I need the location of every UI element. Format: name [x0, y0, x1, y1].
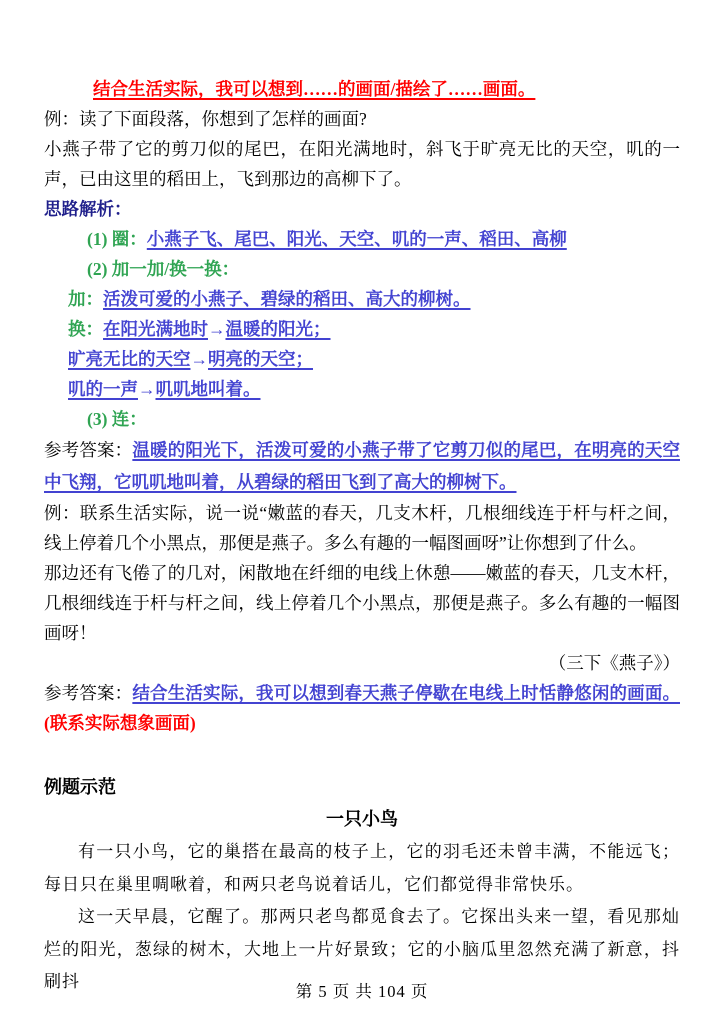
step2-label: (2) 加一加/换一换：	[87, 259, 240, 279]
swap-label: 换：	[68, 319, 103, 339]
arrow-glyph: →	[138, 379, 156, 399]
add-label: 加：	[68, 289, 103, 309]
answer2-note: (联系实际想象画面)	[44, 713, 196, 733]
arrow-glyph: →	[190, 349, 208, 369]
swap-line-1	[44, 314, 680, 344]
reference-answer-1	[44, 434, 680, 498]
swap-line-2	[44, 344, 680, 374]
answer2-text: 结合生活实际，我可以想到春天燕子停歇在电线上时恬静悠闲的画面。	[132, 683, 680, 703]
swap-line-3	[44, 374, 680, 404]
source-citation: （三下《燕子》）	[548, 653, 680, 673]
analysis-heading: 思路解析：	[44, 199, 132, 219]
example-prompt-2: 例：联系生活实际，说一说“嫩蓝的春天，几支木杆，几根细线连于杆与杆之间，线上停着几个小黑点，那便是燕子。多么有趣的一幅图画呀”让你想到了什么。	[44, 503, 680, 553]
key-formula-line	[44, 74, 680, 104]
swap1-to: 温暖的阳光；	[225, 319, 331, 339]
swap3-from: 叽的一声	[68, 379, 138, 399]
story-title: 一只小鸟	[326, 809, 398, 829]
page-footer: 第 5 页 共 104 页	[295, 982, 429, 1001]
key-formula-text: 结合生活实际，我可以想到……的画面/描绘了……画面。	[93, 79, 536, 99]
arrow-glyph: →	[208, 319, 226, 339]
step1-label: (1) 圈：	[87, 229, 147, 249]
swap2-to: 明亮的天空；	[208, 349, 313, 369]
add-content: 活泼可爱的小燕子、碧绿的稻田、高大的柳树。	[103, 289, 471, 309]
example-passage-1: 小燕子带了它的剪刀似的尾巴，在阳光满地时，斜飞于旷亮无比的天空，叽的一声，已由这里的稻田上，飞到那边的高柳下了。	[44, 139, 680, 189]
add-line	[44, 284, 680, 314]
story-paragraph-1: 有一只小鸟，它的巢搭在最高的枝子上，它的羽毛还未曾丰满，不能远飞；每日只在巢里啁啾着，和两只老鸟说着话儿，它们都觉得非常快乐。	[44, 842, 680, 894]
answer1-text: 温暖的阳光下，活泼可爱的小燕子带了它剪刀似的尾巴，在明亮的天空中飞翔，它叽叽地叫着，从碧绿的稻田飞到了高大的柳树下。	[44, 440, 680, 492]
example-prompt-1: 例：读了下面段落，你想到了怎样的画面?	[44, 109, 367, 129]
swap1-from: 在阳光满地时	[103, 319, 208, 339]
answer1-label: 参考答案：	[44, 440, 133, 460]
answer2-label: 参考答案：	[44, 683, 133, 703]
step1-content: 小燕子飞、尾巴、阳光、天空、叽的一声、稻田、高柳	[146, 229, 567, 249]
section-heading-demo: 例题示范	[44, 777, 116, 797]
analysis-step-circle	[44, 224, 680, 254]
swap2-from: 旷亮无比的天空	[68, 349, 191, 369]
step3-label: (3) 连：	[87, 409, 147, 429]
example-passage-2: 那边还有飞倦了的几对，闲散地在纤细的电线上休憩——嫩蓝的春天，几支木杆，几根细线连于杆与杆之间，线上停着几个小黑点，那便是燕子。多么有趣的一幅图画呀！	[44, 563, 680, 643]
analysis-step-connect	[44, 404, 680, 434]
story-paragraph-2: 这一天早晨，它醒了。那两只老鸟都觅食去了。它探出头来一望，看见那灿烂的阳光，葱绿的树木，大地上一片好景致；它的小脑瓜里忽然充满了新意，抖刷抖	[44, 907, 680, 991]
swap3-to: 叽叽地叫着。	[155, 379, 261, 399]
reference-answer-2	[44, 678, 680, 738]
analysis-step-add-swap	[44, 254, 680, 284]
analysis-heading-line	[44, 194, 680, 224]
